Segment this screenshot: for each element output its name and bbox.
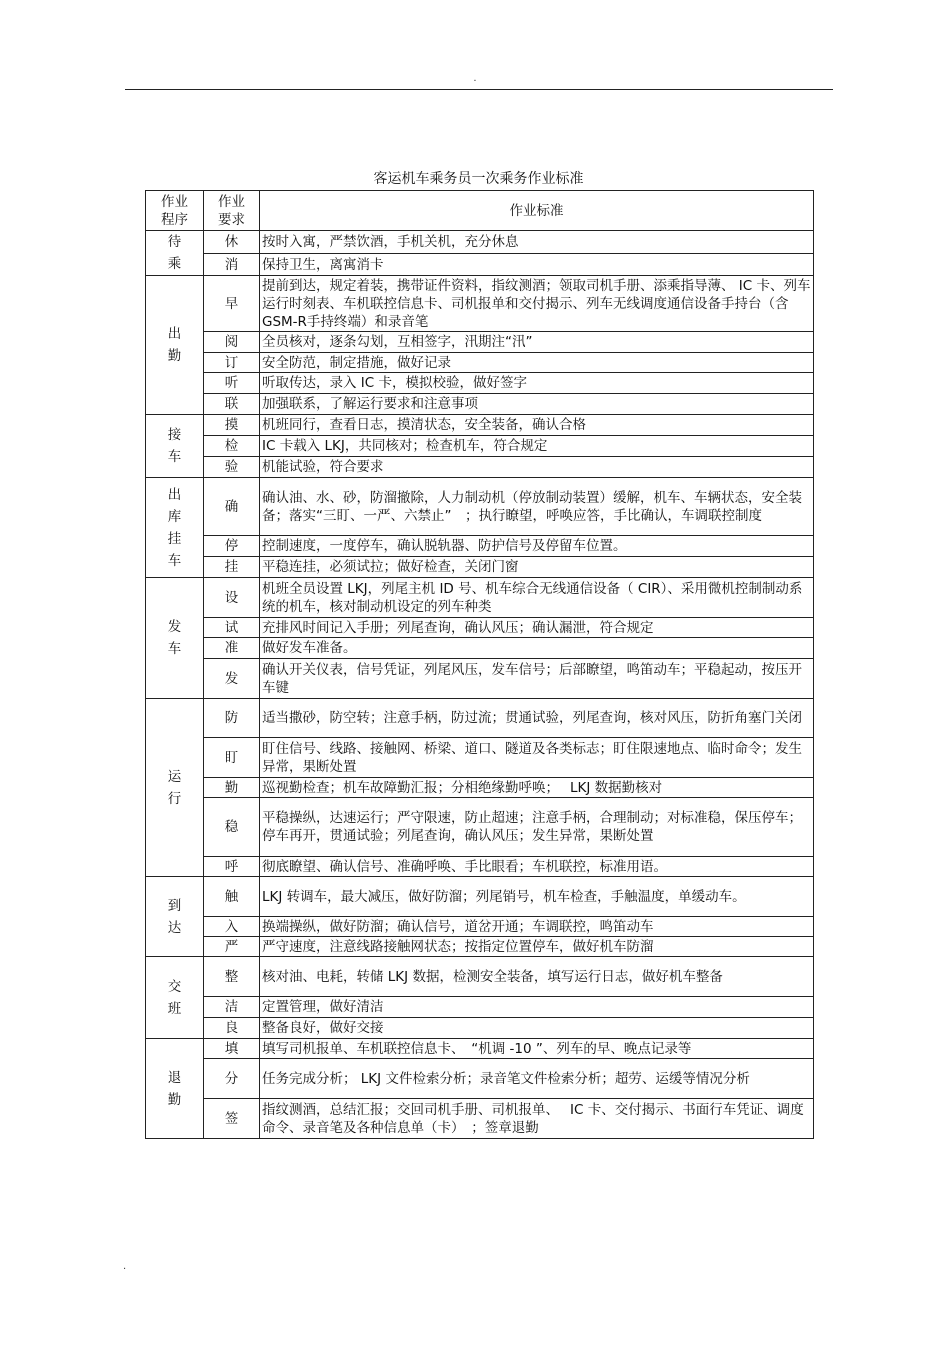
requirement-cell: 试	[204, 618, 260, 638]
standard-cell: 填写司机报单、车机联控信息卡、 “机调 -10 ”、列车的早、晚点记录等	[260, 1039, 814, 1059]
table-row	[146, 798, 814, 857]
standard-cell: 严守速度，注意线路接触网状态；按指定位置停车，做好机车防溜	[260, 937, 814, 957]
standard-cell: 任务完成分析； LKJ 文件检索分析；录音笔文件检索分析；超劳、运缓等情况分析	[260, 1059, 814, 1099]
stage-cell	[146, 415, 204, 478]
stage-name: 退勤	[167, 1069, 182, 1108]
standard-cell: 安全防范，制定措施，做好记录	[260, 353, 814, 373]
standard-cell: 机能试验，符合要求	[260, 457, 814, 478]
standard-cell: 充排风时间记入手册；列尾查询，确认风压；确认漏泄，符合规定	[260, 618, 814, 638]
column-header-procedure-text: 作业 程序	[161, 193, 188, 228]
table-row	[146, 276, 814, 332]
table-row	[146, 638, 814, 659]
stage-name: 接车	[167, 427, 182, 465]
requirement-cell: 早	[204, 276, 260, 332]
standard-cell: 确认油、水、砂，防溜撤除，人力制动机（停放制动装置）缓解，机车、车辆状态，安全装备；落实“三盯、一严、六禁止” ；执行瞭望，呼唤应答，手比确认，车调联控制度	[260, 478, 814, 536]
table-row	[146, 254, 814, 276]
table-row	[146, 1059, 814, 1099]
standard-cell: 确认开关仪表，信号凭证，列尾风压，发车信号；后部瞭望，鸣笛动车；平稳起动，按压开车键	[260, 659, 814, 699]
table-row	[146, 917, 814, 937]
standard-cell: 听取传达，录入 IC 卡，模拟校验，做好签字	[260, 373, 814, 394]
requirement-cell: 停	[204, 536, 260, 557]
requirement-cell: 阅	[204, 332, 260, 353]
table-row	[146, 699, 814, 738]
standard-cell: LKJ 转调车，最大减压，做好防溜；列尾销号，机车检查，手触温度，单缓动车。	[260, 877, 814, 917]
table-row	[146, 877, 814, 917]
table-row	[146, 1039, 814, 1059]
requirement-cell: 防	[204, 699, 260, 738]
table-row	[146, 373, 814, 394]
requirement-cell: 消	[204, 254, 260, 276]
work-standard-table-body	[146, 191, 814, 1139]
table-row	[146, 738, 814, 778]
requirement-cell: 听	[204, 373, 260, 394]
table-row	[146, 1099, 814, 1139]
requirement-cell: 挂	[204, 557, 260, 578]
table-row	[146, 997, 814, 1018]
requirement-cell: 分	[204, 1059, 260, 1099]
requirement-cell: 洁	[204, 997, 260, 1018]
table-row	[146, 937, 814, 957]
header-rule	[125, 89, 833, 90]
requirement-cell: 签	[204, 1099, 260, 1139]
stage-cell	[146, 478, 204, 578]
table-row	[146, 557, 814, 578]
table-row	[146, 618, 814, 638]
requirement-cell: 确	[204, 478, 260, 536]
standard-cell: 机班全员设置 LKJ，列尾主机 ID 号、机车综合无线通信设备（ CIR）、采用微机控制制动系统的机车，核对制动机设定的列车种类	[260, 578, 814, 618]
requirement-cell: 触	[204, 877, 260, 917]
stage-name: 发车	[167, 619, 182, 657]
standard-cell: 做好发车准备。	[260, 638, 814, 659]
table-row	[146, 394, 814, 415]
stage-cell	[146, 1039, 204, 1139]
standard-cell: 全员核对，逐条勾划，互相签字，汛期注“汛”	[260, 332, 814, 353]
standard-cell: 盯住信号、线路、接触网、桥梁、道口、隧道及各类标志；盯住限速地点、临时命令；发生异常，果断处置	[260, 738, 814, 778]
standard-cell: 控制速度，一度停车，确认脱轨器、防护信号及停留车位置。	[260, 536, 814, 557]
footer-mark: .	[123, 1261, 127, 1272]
table-row	[146, 436, 814, 457]
requirement-cell: 入	[204, 917, 260, 937]
standard-cell: 提前到达，规定着装，携带证件资料，指纹测酒；领取司机手册、添乘指导薄、 IC 卡、列车运行时刻表、车机联控信息卡、司机报单和交付揭示、列车无线调度通信设备手持台（含 GSM-R手持终端）和录音笔	[260, 276, 814, 332]
table-row	[146, 778, 814, 798]
standard-cell: 彻底瞭望、确认信号、准确呼唤、手比眼看；车机联控，标准用语。	[260, 857, 814, 877]
table-row	[146, 457, 814, 478]
requirement-cell: 良	[204, 1018, 260, 1039]
stage-name: 待乘	[167, 234, 182, 272]
column-header-standard-text: 作业标准	[509, 202, 564, 219]
standard-cell: 加强联系，了解运行要求和注意事项	[260, 394, 814, 415]
requirement-cell: 稳	[204, 798, 260, 857]
column-header-procedure	[146, 191, 204, 231]
requirement-cell: 休	[204, 231, 260, 254]
stage-cell	[146, 957, 204, 1039]
standard-cell: 核对油、电耗，转储 LKJ 数据，检测安全装备，填写运行日志，做好机车整备	[260, 957, 814, 997]
standard-cell: 保持卫生，离寓消卡	[260, 254, 814, 276]
requirement-cell: 联	[204, 394, 260, 415]
standard-cell: 适当撒砂，防空转；注意手柄，防过流；贯通试验，列尾查询，核对风压，防折角塞门关闭	[260, 699, 814, 738]
table-header-row	[146, 191, 814, 231]
standard-cell: 指纹测酒，总结汇报；交回司机手册、司机报单、 IC 卡、交付揭示、书面行车凭证、调度命令、录音笔及各种信息单（卡） ；签章退勤	[260, 1099, 814, 1139]
document-title: 客运机车乘务员一次乘务作业标准	[373, 171, 584, 187]
standard-cell: 按时入寓，严禁饮酒，手机关机，充分休息	[260, 231, 814, 254]
table-row	[146, 332, 814, 353]
requirement-cell: 验	[204, 457, 260, 478]
table-row	[146, 536, 814, 557]
table-row	[146, 1018, 814, 1039]
table-row	[146, 957, 814, 997]
table-row	[146, 578, 814, 618]
table-row	[146, 857, 814, 877]
standard-cell: 平稳操纵，达速运行；严守限速，防止超速；注意手柄，合理制动；对标准稳，保压停车；停车再开，贯通试验；列尾查询，确认风压；发生异常，果断处置	[260, 798, 814, 857]
requirement-cell: 订	[204, 353, 260, 373]
standard-cell: 巡视勤检查；机车故障勤汇报；分相绝缘勤呼唤； LKJ 数据勤核对	[260, 778, 814, 798]
header-mark: .	[473, 73, 477, 84]
work-standard-table	[145, 190, 814, 1139]
stage-cell	[146, 699, 204, 877]
stage-name: 到达	[167, 897, 182, 936]
requirement-cell: 整	[204, 957, 260, 997]
requirement-cell: 呼	[204, 857, 260, 877]
standard-cell: 换端操纵，做好防溜；确认信号，道岔开通；车调联控，鸣笛动车	[260, 917, 814, 937]
table-row	[146, 415, 814, 436]
standard-cell: IC 卡载入 LKJ，共同核对；检查机车，符合规定	[260, 436, 814, 457]
requirement-cell: 发	[204, 659, 260, 699]
column-header-requirement-text: 作业 要求	[218, 193, 245, 228]
stage-cell	[146, 276, 204, 415]
column-header-standard	[260, 191, 814, 231]
requirement-cell: 摸	[204, 415, 260, 436]
requirement-cell: 设	[204, 578, 260, 618]
stage-name: 交班	[167, 978, 182, 1017]
table-row	[146, 353, 814, 373]
stage-cell	[146, 877, 204, 957]
standard-cell: 定置管理，做好清洁	[260, 997, 814, 1018]
requirement-cell: 严	[204, 937, 260, 957]
standard-cell: 机班同行，查看日志，摸清状态，安全装备，确认合格	[260, 415, 814, 436]
requirement-cell: 填	[204, 1039, 260, 1059]
stage-cell	[146, 231, 204, 276]
requirement-cell: 准	[204, 638, 260, 659]
standard-cell: 整备良好，做好交接	[260, 1018, 814, 1039]
requirement-cell: 检	[204, 436, 260, 457]
column-header-requirement	[204, 191, 260, 231]
standard-cell: 平稳连挂，必须试拉；做好检查，关闭门窗	[260, 557, 814, 578]
stage-name: 运行	[167, 768, 182, 807]
table-row	[146, 231, 814, 254]
stage-cell	[146, 578, 204, 699]
table-row	[146, 659, 814, 699]
stage-name: 出库挂车	[167, 486, 182, 569]
requirement-cell: 勤	[204, 778, 260, 798]
stage-name: 出勤	[167, 326, 182, 364]
requirement-cell: 盯	[204, 738, 260, 778]
table-row	[146, 478, 814, 536]
